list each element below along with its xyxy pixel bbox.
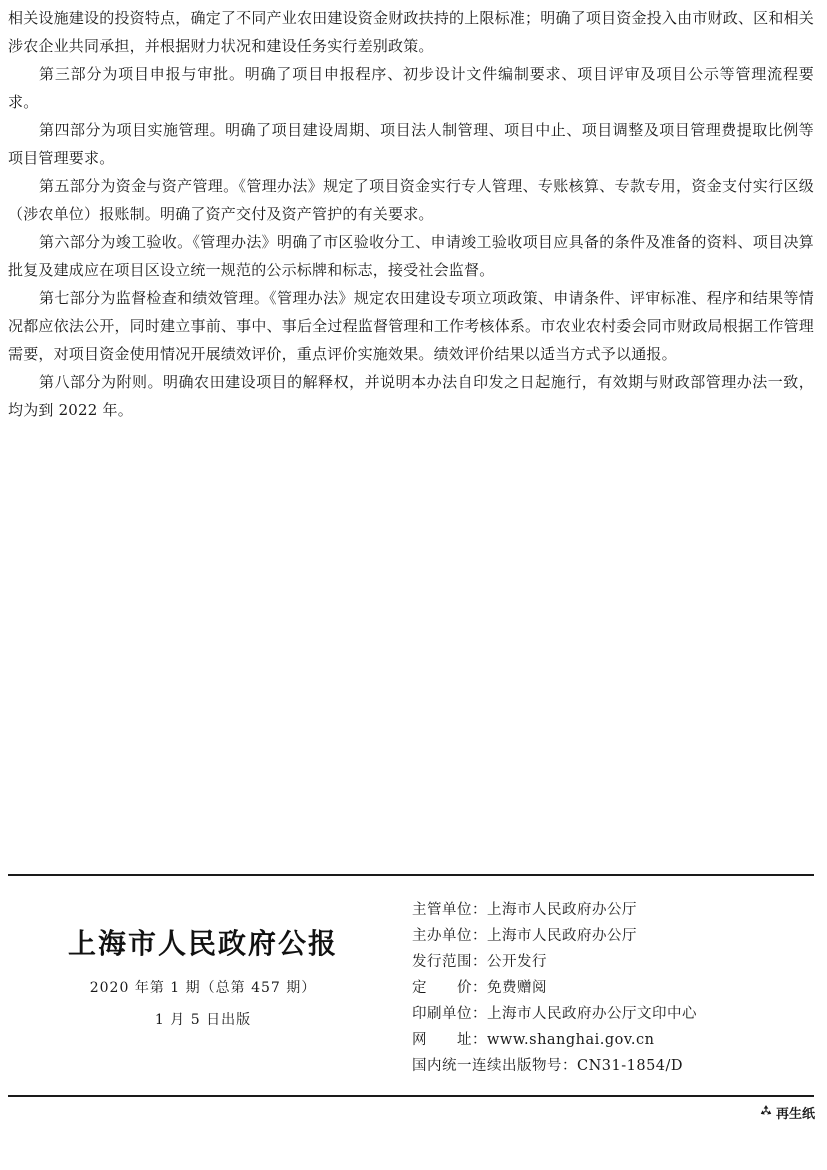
paragraph-5: 第六部分为竣工验收。《管理办法》明确了市区验收分工、申请竣工验收项目应具备的条件及准备的资料、项目决算批复及建成应在项目区设立统一规范的公示标牌和标志，接受社会监督。 (8, 233, 814, 279)
publication-info (412, 897, 812, 1079)
publication-date: 1 月 5 日出版 (154, 1012, 252, 1028)
paragraph-2: 第三部分为项目申报与审批。明确了项目申报程序、初步设计文件编制要求、项目评审及项目公示等管理流程要求。 (8, 65, 814, 111)
paragraph-6: 第七部分为监督检查和绩效管理。《管理办法》规定农田建设专项立项政策、申请条件、评审标准、程序和结果等情况都应依法公开，同时建立事前、事中、事后全过程监督管理和工作考核体系。市农业农村委会同市财政局根据工作管理需要，对项目资金使用情况开展绩效评价，重点评价实施效果。绩效评价结果以适当方式予以通报。 (8, 289, 814, 363)
paragraph-3: 第四部分为项目实施管理。明确了项目建设周期、项目法人制管理、项目中止、项目调整及项目管理费提取比例等项目管理要求。 (8, 121, 814, 167)
top-divider (8, 874, 814, 876)
recycle-icon (759, 1104, 773, 1122)
paragraph-4: 第五部分为资金与资产管理。《管理办法》规定了项目资金实行专人管理、专账核算、专款专用，资金支付实行区级（涉农单位）报账制。明确了资产交付及资产管护的有关要求。 (8, 177, 814, 223)
masthead (8, 926, 398, 1030)
info-website: 网 址：www.shanghai.gov.cn (412, 1032, 655, 1048)
info-price: 定 价：免费赠阅 (412, 980, 547, 996)
issue-number: 2020 年第 1 期（总第 457 期） (89, 980, 317, 996)
recycle-label: 再生纸 (775, 1107, 815, 1122)
bottom-divider (8, 1095, 814, 1097)
paragraph-7: 第八部分为附则。明确农田建设项目的解释权，并说明本办法自印发之日起施行，有效期与财政部管理办法一致，均为到 2022 年。 (8, 373, 814, 419)
article-body (8, 4, 814, 424)
paragraph-1: 相关设施建设的投资特点，确定了不同产业农田建设资金财政扶持的上限标准；明确了项目资金投入由市财政、区和相关涉农企业共同承担，并根据财力状况和建设任务实行差别政策。 (8, 9, 814, 55)
info-printer: 印刷单位：上海市人民政府办公厅文印中心 (412, 1006, 697, 1022)
info-distribution: 发行范围：公开发行 (412, 954, 547, 970)
info-supervisor: 主管单位：上海市人民政府办公厅 (412, 902, 637, 918)
info-serial-number: 国内统一连续出版物号：CN31-1854/D (412, 1058, 684, 1074)
recycled-paper-mark (759, 1103, 815, 1122)
publication-title: 上海市人民政府公报 (67, 927, 338, 960)
info-sponsor: 主办单位：上海市人民政府办公厅 (412, 928, 637, 944)
